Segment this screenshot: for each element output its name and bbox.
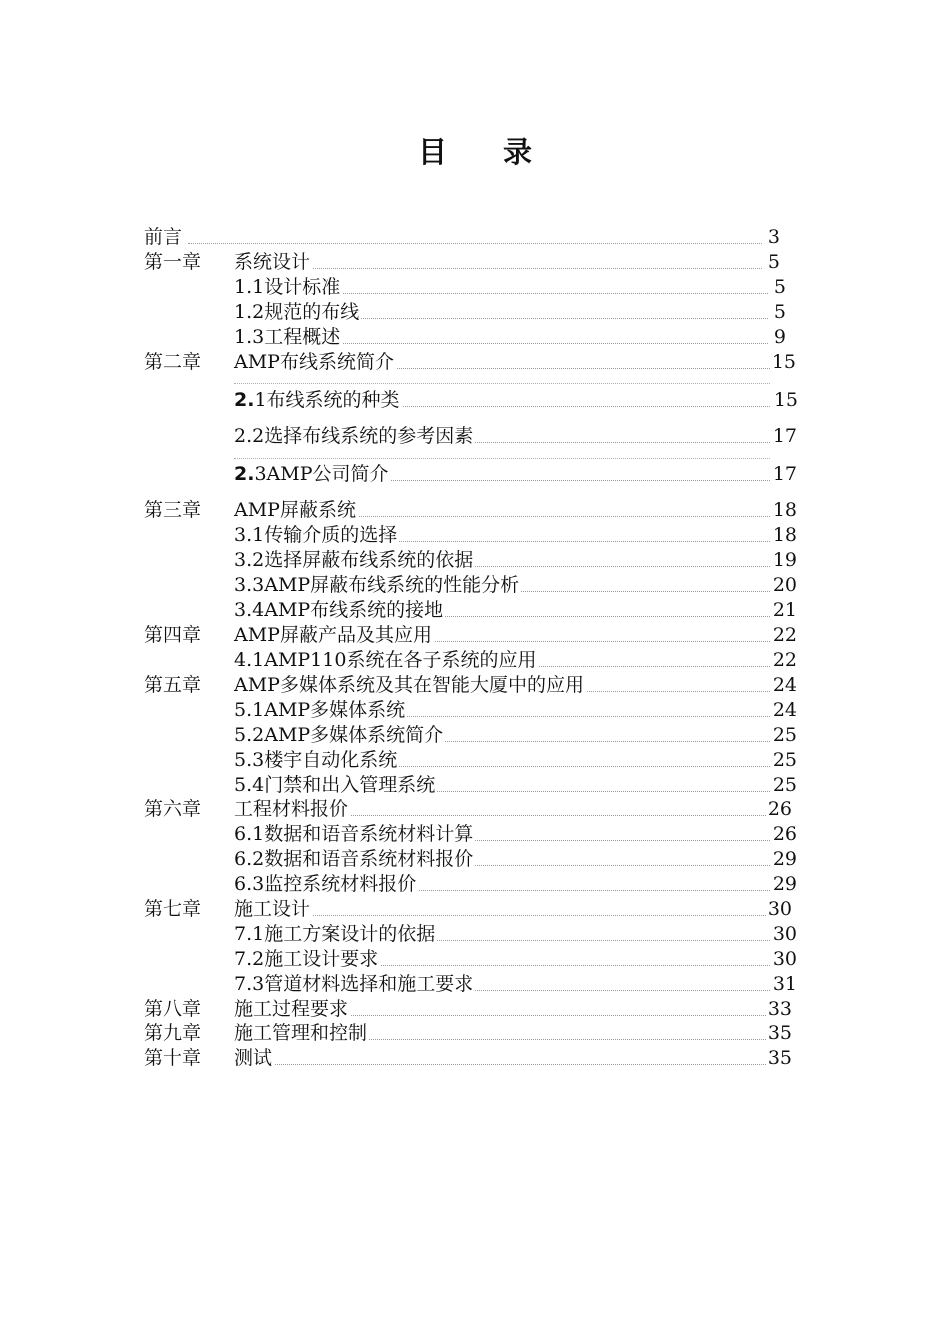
toc-entry-title	[234, 673, 586, 698]
toc-entry-title	[234, 275, 342, 300]
toc-page-number: 20	[772, 574, 797, 596]
toc-entry-title	[234, 523, 399, 548]
separator-dots	[234, 458, 770, 459]
toc-entry[interactable]	[0, 462, 950, 487]
toc-entry-title	[234, 723, 445, 748]
toc-entry[interactable]	[0, 225, 950, 250]
toc-entry[interactable]	[0, 698, 950, 723]
toc-entry-title	[234, 250, 312, 275]
toc-page-number: 33	[767, 998, 792, 1020]
toc-page-number: 35	[767, 1047, 792, 1069]
toc-entry-title	[234, 997, 350, 1022]
toc-entry-text: 7.2施工设计要求	[234, 948, 379, 970]
toc-entry[interactable]	[0, 623, 950, 648]
toc-entry-text: 工程材料报价	[234, 798, 349, 820]
toc-entry[interactable]	[0, 773, 950, 798]
toc-entry[interactable]	[0, 275, 950, 300]
toc-entry-title	[234, 822, 475, 847]
toc-entry[interactable]	[0, 1021, 950, 1046]
toc-entry-title	[234, 847, 475, 872]
toc-entry-bold-prefix: 2.	[234, 463, 255, 485]
toc-entry-text: AMP布线系统简介	[234, 351, 394, 373]
toc-entry-title	[234, 573, 521, 598]
toc-entry-bold-prefix: 2.	[234, 389, 255, 411]
toc-entry-text: 7.3管道材料选择和施工要求	[234, 973, 474, 995]
toc-entry-text: 1布线系统的种类	[254, 389, 400, 411]
toc-entry-title	[234, 548, 475, 573]
toc-entry[interactable]	[0, 424, 950, 449]
toc-page-number: 18	[772, 524, 797, 546]
title-char-2: 录	[503, 135, 533, 169]
toc-entry[interactable]	[0, 498, 950, 523]
toc-entry-text: AMP屏蔽系统	[234, 499, 356, 521]
toc-entry-text: 3.3AMP屏蔽布线系统的性能分析	[234, 574, 520, 596]
toc-page-number: 30	[772, 948, 797, 970]
toc-entry-text: 1.2规范的布线	[234, 301, 360, 323]
toc-page-number: 17	[772, 463, 797, 485]
toc-page-number: 9	[773, 326, 786, 348]
toc-page-number: 35	[767, 1022, 792, 1044]
toc-chapter-number: 第二章	[144, 351, 202, 373]
toc-entry-title	[234, 773, 437, 798]
toc-entry-text: 3.4AMP布线系统的接地	[234, 599, 444, 621]
toc-entry[interactable]	[0, 847, 950, 872]
toc-entry-text: 6.3监控系统材料报价	[234, 873, 417, 895]
toc-entry-title	[234, 698, 407, 723]
toc-chapter-number: 第三章	[144, 499, 202, 521]
toc-entry-title	[234, 922, 437, 947]
toc-chapter-number: 第六章	[144, 798, 202, 820]
toc-entry[interactable]	[0, 797, 950, 822]
toc-page-number: 31	[772, 973, 797, 995]
toc-entry-text: 5.2AMP多媒体系统简介	[234, 724, 444, 746]
toc-entry-text: 4.1AMP110系统在各子系统的应用	[234, 649, 537, 671]
toc-entry-title	[234, 300, 361, 325]
toc-page-number: 25	[772, 724, 797, 746]
toc-chapter-number: 第一章	[144, 251, 202, 273]
toc-page-number: 24	[772, 674, 797, 696]
toc-entry-title	[234, 972, 475, 997]
toc-page-number: 30	[772, 923, 797, 945]
toc-page-number: 5	[773, 276, 786, 298]
toc-entry[interactable]	[0, 872, 950, 897]
toc-entry[interactable]	[0, 573, 950, 598]
toc-entry-text: 施工设计	[234, 898, 311, 920]
toc-page-number: 25	[772, 749, 797, 771]
toc-entry[interactable]	[0, 922, 950, 947]
toc-entry-text: 3.1传输介质的选择	[234, 524, 398, 546]
toc-page-number: 24	[772, 699, 797, 721]
toc-chapter-number: 第七章	[144, 898, 202, 920]
toc-leader-dots	[234, 1064, 768, 1065]
toc-page-number: 29	[772, 873, 797, 895]
toc-entry[interactable]	[0, 300, 950, 325]
toc-entry-title	[234, 897, 312, 922]
toc-page-number: 15	[773, 389, 798, 411]
toc-leader-dots	[234, 915, 768, 916]
toc-entry-title	[234, 797, 350, 822]
toc-entry[interactable]	[0, 723, 950, 748]
title-char-1: 目	[417, 135, 447, 169]
toc-page-number: 30	[767, 898, 792, 920]
toc-entry-text: 3.2选择屏蔽布线系统的依据	[234, 549, 474, 571]
toc-page-number: 15	[771, 351, 796, 373]
toc-entry-text: AMP屏蔽产品及其应用	[234, 624, 432, 646]
toc-chapter-number: 第五章	[144, 674, 202, 696]
toc-entry[interactable]	[0, 897, 950, 922]
toc-entry-title	[234, 623, 434, 648]
toc-leader-dots	[234, 268, 762, 269]
toc-entry-text: 7.1施工方案设计的依据	[234, 923, 436, 945]
toc-page-number: 22	[772, 624, 797, 646]
toc-entry-text: 测试	[234, 1047, 273, 1069]
toc-entry-text: 施工管理和控制	[234, 1022, 368, 1044]
toc-page-number: 3	[767, 226, 780, 248]
toc-entry-title	[234, 1046, 274, 1071]
toc-entry[interactable]	[0, 748, 950, 773]
toc-page-number: 18	[772, 499, 797, 521]
toc-entry[interactable]	[0, 523, 950, 548]
toc-entry[interactable]	[0, 822, 950, 847]
page-title	[0, 130, 950, 171]
toc-entry-title	[234, 325, 342, 350]
toc-chapter-number: 第四章	[144, 624, 202, 646]
toc-page-number: 21	[772, 599, 797, 621]
toc-entry-title	[234, 748, 399, 773]
toc-chapter-number: 第十章	[144, 1047, 202, 1069]
toc-page-number: 25	[772, 774, 797, 796]
toc-page-number: 26	[767, 798, 792, 820]
toc-entry-title	[234, 872, 418, 897]
toc-entry-title	[234, 388, 402, 413]
toc-entry-title	[234, 424, 475, 449]
toc-entry[interactable]	[0, 997, 950, 1022]
toc-entry[interactable]	[0, 598, 950, 623]
toc-entry-text: 5.1AMP多媒体系统	[234, 699, 406, 721]
toc-entry[interactable]	[0, 673, 950, 698]
toc-entry-text: AMP多媒体系统及其在智能大厦中的应用	[234, 674, 584, 696]
toc-entry-text: 6.1数据和语音系统材料计算	[234, 823, 474, 845]
toc-page-number: 19	[772, 549, 797, 571]
toc-page-number: 26	[772, 823, 797, 845]
toc-entry[interactable]	[0, 250, 950, 275]
toc-entry[interactable]	[0, 350, 950, 375]
toc-entry[interactable]	[0, 388, 950, 413]
toc-page-number: 17	[772, 425, 797, 447]
toc-entry-text: 1.3工程概述	[234, 326, 341, 348]
toc-entry[interactable]	[0, 1046, 950, 1071]
toc-entry-title	[234, 462, 391, 487]
toc-entry[interactable]	[0, 972, 950, 997]
toc-entry-text: 6.2数据和语音系统材料报价	[234, 848, 474, 870]
toc-entry-text: 3AMP公司简介	[254, 463, 389, 485]
toc-leader-dots	[188, 243, 762, 244]
separator-dots	[234, 383, 770, 384]
toc-entry-text: 1.1设计标准	[234, 276, 341, 298]
toc-chapter-number: 第九章	[144, 1022, 202, 1044]
toc-page-number: 29	[772, 848, 797, 870]
toc-entry-text: 2.2选择布线系统的参考因素	[234, 425, 474, 447]
toc-page-number: 5	[773, 301, 786, 323]
toc-entry-title	[234, 498, 358, 523]
toc-entry-title	[234, 648, 538, 673]
toc-entry-title	[234, 947, 380, 972]
toc-page-number: 5	[767, 251, 780, 273]
toc-entry-text: 施工过程要求	[234, 998, 349, 1020]
toc-entry[interactable]	[0, 548, 950, 573]
toc-chapter-number: 前言	[144, 226, 183, 248]
toc-entry-title	[234, 350, 396, 375]
toc-entry[interactable]	[0, 947, 950, 972]
toc-entry-text: 5.4门禁和出入管理系统	[234, 774, 436, 796]
toc-chapter-number: 第八章	[144, 998, 202, 1020]
toc-entry-title	[234, 598, 445, 623]
toc-entry-text: 系统设计	[234, 251, 311, 273]
toc-entry-text: 5.3楼宇自动化系统	[234, 749, 398, 771]
toc-page-number: 22	[772, 649, 797, 671]
toc-entry[interactable]	[0, 325, 950, 350]
toc-entry[interactable]	[0, 648, 950, 673]
toc-entry-title	[234, 1021, 369, 1046]
